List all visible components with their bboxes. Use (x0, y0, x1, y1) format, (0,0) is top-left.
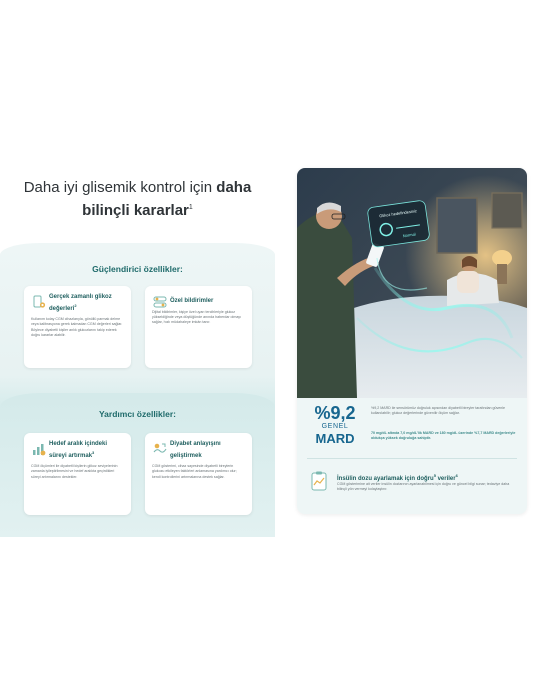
mard-label: MARD (315, 431, 355, 446)
mard-label-overall: GENEL (321, 423, 349, 430)
bedroom-photo (297, 168, 527, 398)
mard-description: %9,2 MARD ile sensörümüz doğruluk açısından diyabetli bireyler tarafından güvenle kullanılabilir; glukoz değerlerinde güvenilir ölçüm sağlar. (371, 406, 506, 416)
floating-phone-screen (367, 200, 430, 248)
phone-screen-title: Glikoz hedefindesiniz (379, 208, 418, 219)
insight-hand-icon (153, 442, 167, 456)
card-body: Dijital bildirimler, kişiye özel uyarı tercihleriyle glukoz yükseldiğinde veya düştüğünde anında haberdar olmayı sağlar, hızlı müdahaleye imkân tanır. (152, 309, 242, 325)
mard-highlight: 70 mg/dL altında 7,0 mg/dL'lik MARD ve 180 mg/dL üzerinde %7,7 MARD değerleriyle oldukça yüksek doğruluğa sahiptir. (371, 431, 516, 441)
info-panel (297, 168, 527, 514)
headline-line1-bold: daha (216, 179, 252, 196)
clipboard-chart-icon (311, 471, 327, 491)
headline (0, 178, 275, 221)
dose-title: İnsülin dozu ayarlamak için doğru$^5$ veriler$^6$ (337, 473, 458, 482)
headline-line2: bilinçli kararlar (82, 202, 189, 219)
card-body: CGM gösterimi, cihaz sayesinde diyabetli bireylerin glukozu etkileyen faktörleri anlamasına yardımcı olur; kendi kontrollerini artırmalarına destek sağlar. (152, 464, 237, 479)
toggle-settings-icon (153, 295, 167, 309)
panel-divider (307, 458, 517, 459)
feature-card-notifications (145, 286, 252, 368)
feature-card-realtime (24, 286, 131, 368)
card-title: Gerçek zamanlı glikoz değerleri$^2$ (49, 294, 112, 312)
card-title: Hedef aralık içindeki süreyi artırmak$^3$ (49, 441, 108, 459)
mard-value: %9,2 (314, 403, 356, 423)
card-body: CGM ölçümleri ile diyabetli kişilerin glikoz seviyelerinin zamanla iyileştirilmesini ve hedef aralıkta geçirdikleri süreyi artırmalarını destekler. (31, 464, 118, 479)
phone-screen-value: Normal (402, 231, 416, 239)
headline-line1: Daha iyi glisemik kontrol için (23, 179, 217, 196)
phone-sensor-icon (32, 295, 46, 309)
bar-chart-icon (32, 442, 46, 456)
feature-card-understanding (145, 433, 252, 515)
card-body: Kullanım kolay CGM cihazlarıyla, gönüllü parmak delme veya kalibrasyona gerek kalmadan CGM değerleri sağlar. Böylece diyabetli kişiler anlık glukozlarını takip ederek doğru kararlar alabilir. (31, 317, 123, 337)
card-title: Özel bildirimler (170, 298, 214, 304)
empowering-features-title: Güçlendirici özellikler: (92, 264, 183, 274)
feature-card-time-in-range (24, 433, 131, 515)
dose-description: CGM gösterimine ait veriler insülin dozlarının ayarlanabilmesi için doğru ve güncel bilgi sunar; tedaviye daha bilinçli yön vermeyi kolaylaştırır. (337, 482, 510, 492)
headline-footnote: 1 (188, 204, 193, 211)
supporting-features-title: Yardımcı özellikler: (98, 409, 176, 419)
card-title: Diyabet anlayışını geliştirmek (170, 441, 221, 459)
